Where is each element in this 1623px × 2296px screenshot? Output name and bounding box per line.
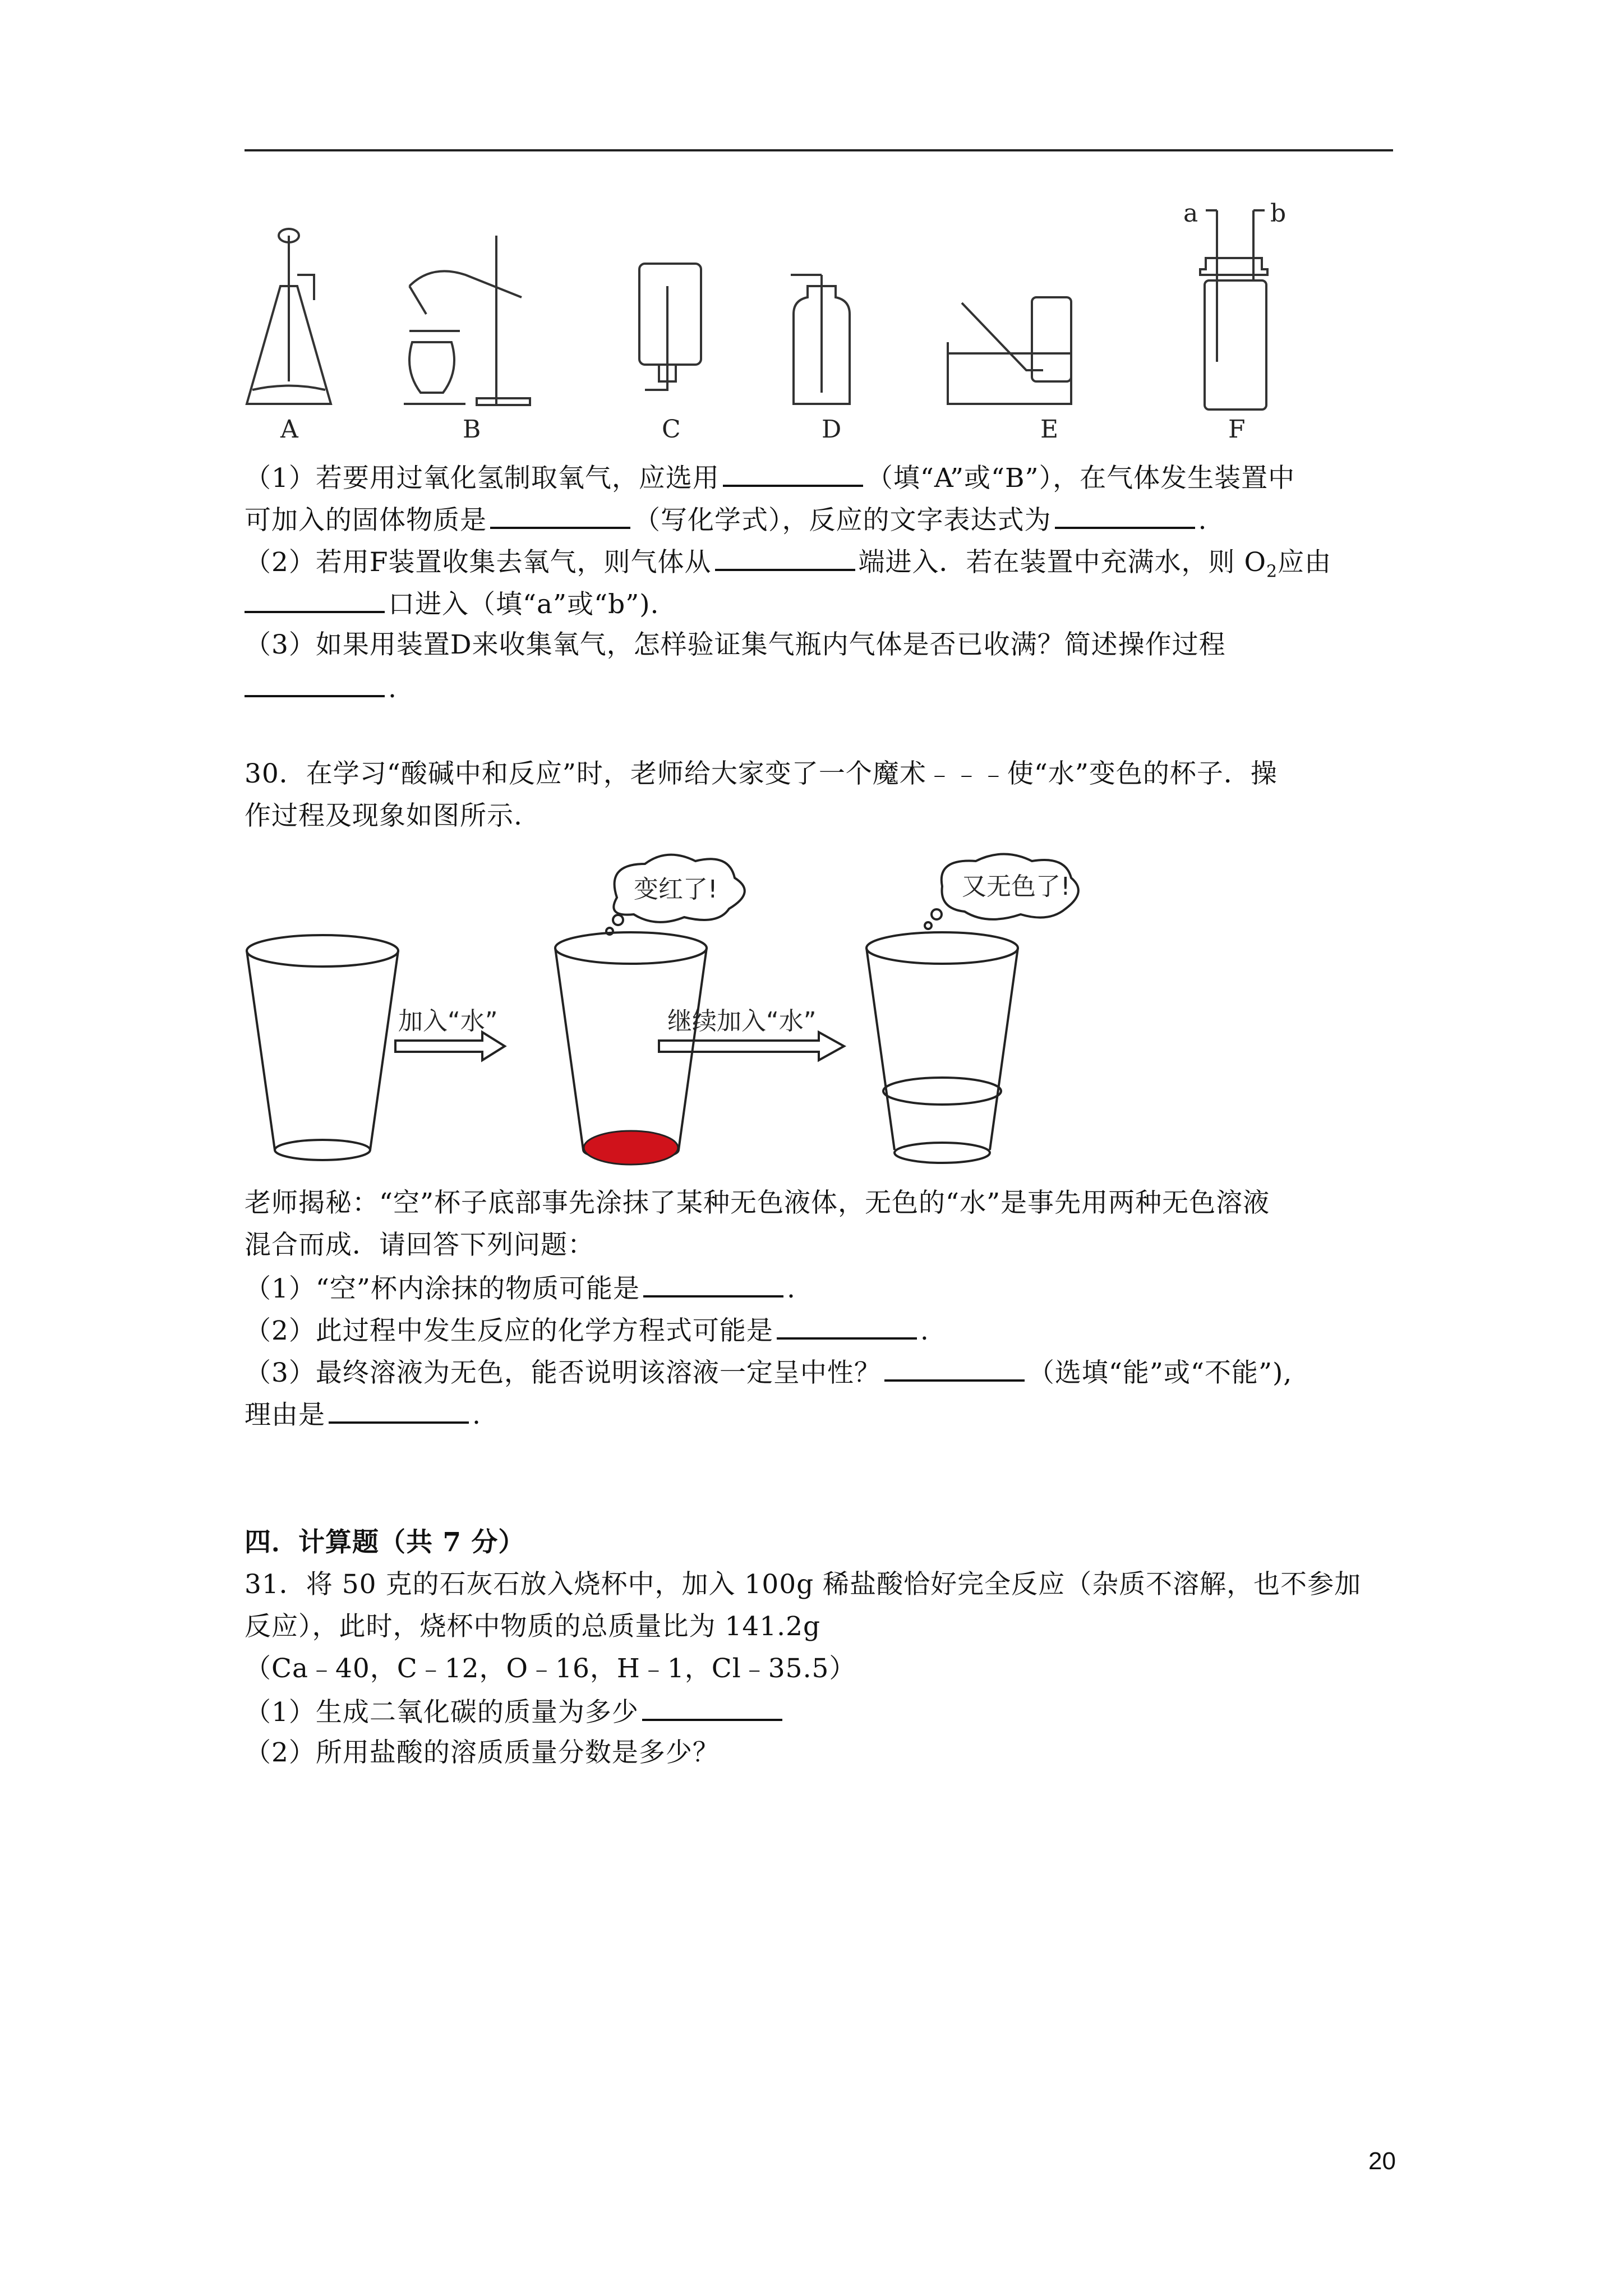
bubble-colorless-text: 又无色了!: [962, 872, 1071, 901]
apparatus-a: [247, 229, 331, 404]
q31-line1: 31．将 50 克的石灰石放入烧杯中，加入 100g 稀盐酸恰好完全反应（杂质不溶解，也不参加: [245, 1569, 1362, 1600]
q30-line1: 30．在学习“酸碱中和反应”时，老师给大家变了一个魔术﹣﹣﹣使“水”变色的杯子．操: [245, 758, 1278, 789]
label-e: E: [1040, 415, 1059, 444]
answer-blank[interactable]: [490, 502, 630, 529]
q29-line1: （1）若要用过氧化氢制取氧气，应选用 （填“A”或“B”），在气体发生装置中: [245, 460, 1295, 495]
answer-blank[interactable]: [642, 1694, 782, 1721]
q31-line2: 反应），此时，烧杯中物质的总质量比为 141.2g: [245, 1611, 821, 1642]
q30-line6: （2）此过程中发生反应的化学方程式可能是 .: [245, 1313, 929, 1348]
answer-blank[interactable]: [884, 1355, 1025, 1382]
apparatus-e: [948, 297, 1071, 404]
red-liquid: [584, 1131, 678, 1165]
answer-blank[interactable]: [777, 1313, 917, 1340]
port-b: b: [1270, 202, 1287, 228]
q29-line5: （3）如果用装置D来收集氧气，怎样验证集气瓶内气体是否已收满？简述操作过程: [245, 629, 1226, 660]
bubble-red-text: 变红了!: [634, 875, 718, 904]
apparatus-d: [791, 275, 850, 404]
q29-line4: 口进入（填“a”或“b”).: [245, 586, 660, 622]
port-a: a: [1183, 202, 1198, 228]
answer-blank[interactable]: [643, 1271, 783, 1297]
q30-line7: （3）最终溶液为无色，能否说明该溶液一定呈中性？ （选填“能”或“不能”),: [245, 1355, 1292, 1390]
answer-blank[interactable]: [723, 460, 863, 487]
apparatus-figure: [241, 202, 1363, 449]
arrow1-label: 加入“水”: [398, 1007, 498, 1036]
q30-line2: 作过程及现象如图所示.: [245, 800, 523, 831]
header-rule: [245, 149, 1393, 151]
apparatus-f: [1200, 210, 1267, 409]
answer-blank[interactable]: [1055, 502, 1195, 529]
label-b: B: [463, 415, 481, 444]
q31-line3: （Ca﹣40，C﹣12，O﹣16，H﹣1，Cl﹣35.5）: [245, 1653, 856, 1684]
q31-line4: （1）生成二氧化碳的质量为多少: [245, 1694, 786, 1729]
cups-figure: [241, 847, 1138, 1178]
section4-title: 四．计算题（共 7 分）: [245, 1527, 525, 1558]
answer-blank[interactable]: [245, 586, 385, 613]
q30-line3: 老师揭秘：“空”杯子底部事先涂抹了某种无色液体，无色的“水”是事先用两种无色溶液: [245, 1188, 1270, 1218]
q30-line4: 混合而成．请回答下列问题：: [245, 1230, 594, 1260]
q31-line5: （2）所用盐酸的溶质质量分数是多少？: [245, 1737, 720, 1768]
answer-blank[interactable]: [245, 670, 385, 697]
label-a: A: [280, 415, 298, 444]
label-c: C: [662, 415, 681, 444]
page-number: 20: [1368, 2147, 1396, 2175]
apparatus-c: [639, 264, 701, 390]
arrow2-label: 继续加入“水”: [667, 1007, 817, 1036]
label-d: D: [822, 415, 842, 444]
answer-blank[interactable]: [715, 544, 855, 571]
q29-line6: .: [245, 670, 397, 706]
apparatus-b: [404, 236, 530, 405]
q29-line3: （2）若用F装置收集去氧气，则气体从 端进入．若在装置中充满水，则 $O_2$应由: [245, 544, 1331, 588]
label-f: F: [1228, 415, 1246, 444]
q30-line8: 理由是 .: [245, 1397, 481, 1432]
q30-line5: （1）“空”杯内涂抹的物质可能是 .: [245, 1271, 796, 1306]
q29-line2: 可加入的固体物质是 （写化学式），反应的文字表达式为 .: [245, 502, 1207, 537]
answer-blank[interactable]: [329, 1397, 469, 1424]
